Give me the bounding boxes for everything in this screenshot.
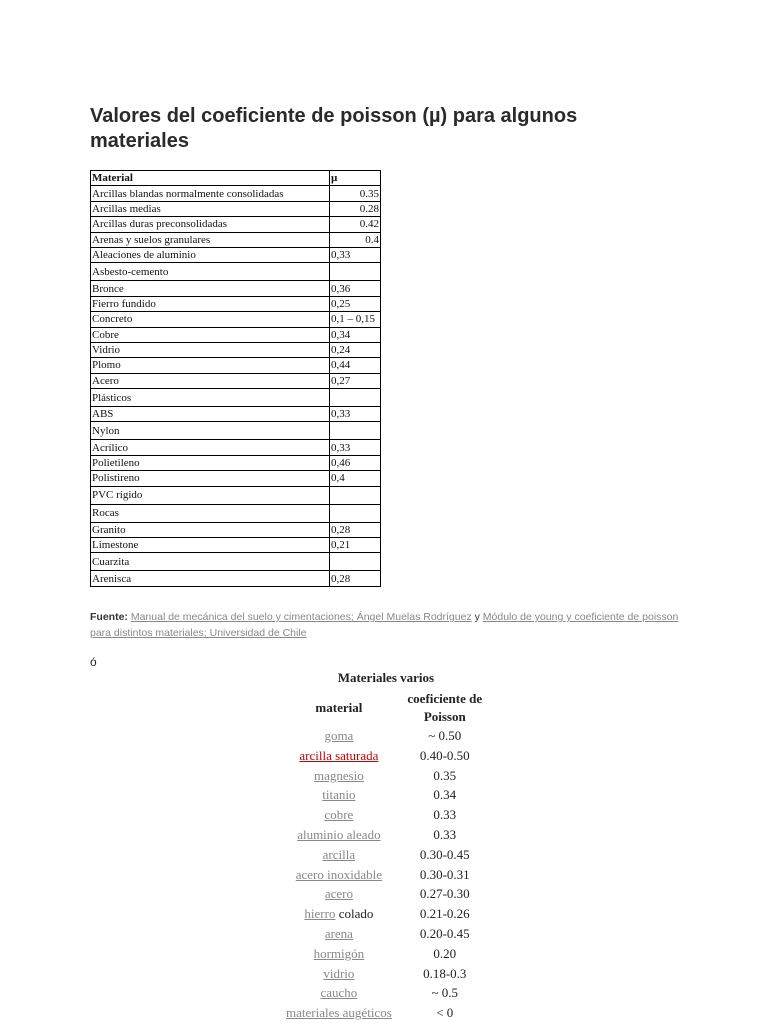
- header-coefficient: coeficiente de Poisson: [407, 691, 483, 724]
- material-cell: Arcillas blandas normalmente consolidadas: [91, 186, 330, 201]
- material-link[interactable]: materiales augéticos: [286, 1005, 392, 1021]
- table-row: [280, 983, 492, 1003]
- table-row: [91, 440, 381, 455]
- material-cell: [280, 884, 398, 904]
- material-cell: Rocas: [91, 504, 330, 522]
- material-cell: [280, 924, 398, 944]
- table-row: [91, 263, 381, 281]
- material-cell: Vidrio: [91, 342, 330, 357]
- material-link[interactable]: goma: [324, 728, 354, 743]
- table-row: [91, 389, 381, 407]
- table-row: [280, 746, 492, 766]
- coefficient-cell: 0.20: [433, 945, 457, 961]
- material-cell: Plomo: [91, 358, 330, 373]
- header-mu: µ: [330, 171, 381, 186]
- table-row: [91, 471, 381, 486]
- material-cell: Granito: [91, 522, 330, 537]
- table-row: [91, 522, 381, 537]
- mu-value-cell: [330, 504, 381, 522]
- mu-value-cell: 0,4: [330, 471, 381, 486]
- coefficient-cell: ~ 0.50: [428, 728, 462, 743]
- header-material: material: [315, 700, 363, 715]
- material-cell: [280, 766, 398, 786]
- mu-value-cell: 0.4: [330, 232, 381, 247]
- coefficient-cell: 0.33: [433, 826, 457, 842]
- source-conjunction: y: [471, 611, 483, 623]
- material-link[interactable]: acero inoxidable: [295, 866, 383, 882]
- material-cell: [280, 1003, 398, 1023]
- table-row: [280, 785, 492, 805]
- poisson-table-materials: [280, 668, 492, 1023]
- table-row: [91, 486, 381, 504]
- material-cell: Arenisca: [91, 571, 330, 586]
- table-row: [91, 217, 381, 232]
- mu-value-cell: 0,21: [330, 538, 381, 553]
- material-cell: [280, 726, 398, 746]
- material-cell: [280, 845, 398, 865]
- coefficient-cell: 0.30-0.31: [419, 866, 470, 882]
- material-cell: Plásticos: [91, 389, 330, 407]
- material-cell: Concreto: [91, 312, 330, 327]
- source-note: [90, 609, 690, 641]
- header-material: Material: [91, 171, 330, 186]
- material-cell: Cuarzita: [91, 553, 330, 571]
- table-row: [91, 296, 381, 311]
- coefficient-cell: 0.40-0.50: [419, 747, 470, 763]
- coefficient-cell: 0.34: [433, 787, 457, 803]
- material-cell: Asbesto-cemento: [91, 263, 330, 281]
- table-row: [280, 1003, 492, 1023]
- material-cell: [280, 904, 398, 924]
- coefficient-cell: 0.18-0.3: [423, 965, 467, 981]
- table-row: [280, 884, 492, 904]
- material-cell: ABS: [91, 407, 330, 422]
- table-row: [280, 944, 492, 964]
- mu-value-cell: [330, 422, 381, 440]
- table-row: [91, 538, 381, 553]
- material-link[interactable]: cobre: [324, 807, 354, 823]
- mu-value-cell: 0,1 – 0,15: [330, 312, 381, 327]
- coefficient-cell: ~ 0.5: [431, 985, 459, 1001]
- material-cell: Arcillas duras preconsolidadas: [91, 217, 330, 232]
- table-row: [280, 964, 492, 984]
- table-row: [91, 327, 381, 342]
- material-cell: [280, 785, 398, 805]
- table-header-row: [91, 171, 381, 186]
- table-row: [91, 407, 381, 422]
- mu-value-cell: 0,33: [330, 247, 381, 262]
- table-row: [91, 342, 381, 357]
- material-cell: [280, 964, 398, 984]
- material-link[interactable]: hormigón: [313, 945, 365, 961]
- mu-value-cell: [330, 553, 381, 571]
- coefficient-cell: 0.27-0.30: [419, 886, 470, 902]
- table-row: [280, 805, 492, 825]
- table-row: [91, 232, 381, 247]
- material-cell: [280, 746, 398, 766]
- material-cell: Acero: [91, 373, 330, 388]
- table-row: [91, 553, 381, 571]
- material-cell: Arcillas medias: [91, 201, 330, 216]
- table-row: [91, 504, 381, 522]
- mu-value-cell: 0,34: [330, 327, 381, 342]
- material-link[interactable]: aluminio aleado: [297, 826, 381, 842]
- table-row: [280, 904, 492, 924]
- table-row: [91, 201, 381, 216]
- material-cell: Polistireno: [91, 471, 330, 486]
- table-row: [91, 281, 381, 296]
- material-cell: Arenas y suelos granulares: [91, 232, 330, 247]
- material-link[interactable]: acero: [324, 886, 353, 902]
- mu-value-cell: [330, 486, 381, 504]
- mu-value-cell: [330, 389, 381, 407]
- material-suffix: colado: [335, 906, 374, 922]
- mu-value-cell: 0,28: [330, 522, 381, 537]
- mu-value-cell: 0,25: [330, 296, 381, 311]
- table-row: [280, 924, 492, 944]
- material-cell: PVC rígido: [91, 486, 330, 504]
- mu-value-cell: 0,33: [330, 440, 381, 455]
- coefficient-cell: 0.20-0.45: [419, 925, 470, 941]
- mu-value-cell: 0,44: [330, 358, 381, 373]
- mu-value-cell: 0,33: [330, 407, 381, 422]
- mu-value-cell: 0.42: [330, 217, 381, 232]
- material-cell: Acrílico: [91, 440, 330, 455]
- material-link[interactable]: arena: [324, 925, 353, 941]
- mu-value-cell: 0,27: [330, 373, 381, 388]
- material-cell: Nylon: [91, 422, 330, 440]
- material-cell: [280, 865, 398, 885]
- material-cell: [280, 944, 398, 964]
- coefficient-cell: 0.21-0.26: [419, 906, 470, 922]
- table-row: [91, 312, 381, 327]
- mu-value-cell: 0,28: [330, 571, 381, 586]
- source-label: Fuente:: [90, 611, 128, 623]
- material-link[interactable]: vidrio: [323, 965, 355, 981]
- table-row: [280, 825, 492, 845]
- coefficient-cell: 0.30-0.45: [419, 846, 470, 862]
- material-cell: Aleaciones de aluminio: [91, 247, 330, 262]
- source-link-manual[interactable]: Manual de mecánica del suelo y cimentaciones; Ángel Muelas Rodríguez: [130, 611, 472, 623]
- mu-value-cell: 0,36: [330, 281, 381, 296]
- mu-value-cell: 0,46: [330, 455, 381, 470]
- page-title: Valores del coeficiente de poisson (µ) para algunos materiales: [90, 105, 578, 152]
- material-cell: Limestone: [91, 538, 330, 553]
- coefficient-cell: 0.35: [433, 767, 457, 783]
- table-row: [280, 726, 492, 746]
- material-cell: Bronce: [91, 281, 330, 296]
- table-row: [91, 358, 381, 373]
- table-header-row: [280, 690, 492, 726]
- source-link-chile[interactable]: Módulo de young y coeficiente de poisson para distintos materiales; Universidad de Chile: [90, 611, 679, 639]
- material-link[interactable]: arcilla saturada: [299, 747, 379, 763]
- mu-value-cell: 0.35: [330, 186, 381, 201]
- table-row: [91, 247, 381, 262]
- table-row: [91, 186, 381, 201]
- poisson-table-soils: [90, 170, 381, 587]
- table-row: [280, 845, 492, 865]
- table-row: [91, 373, 381, 388]
- poisson-table-body: [91, 186, 381, 586]
- mu-value-cell: 0,24: [330, 342, 381, 357]
- material-cell: Polietileno: [91, 455, 330, 470]
- mu-value-cell: [330, 263, 381, 281]
- materials-table-body: [280, 726, 492, 1023]
- material-cell: Fierro fundido: [91, 296, 330, 311]
- material-link[interactable]: titanio: [322, 787, 356, 803]
- material-cell: [280, 825, 398, 845]
- mu-value-cell: 0.28: [330, 201, 381, 216]
- table-row: [280, 766, 492, 786]
- material-link[interactable]: magnesio: [313, 767, 364, 783]
- material-link[interactable]: hierro: [304, 906, 336, 922]
- coefficient-cell: 0.33: [433, 807, 457, 823]
- material-link[interactable]: arcilla: [322, 846, 356, 862]
- material-cell: [280, 805, 398, 825]
- material-link[interactable]: caucho: [320, 985, 358, 1001]
- material-cell: [280, 983, 398, 1003]
- table-row: [91, 422, 381, 440]
- table-row: [91, 455, 381, 470]
- table-caption: Materiales varios: [337, 670, 435, 685]
- material-cell: Cobre: [91, 327, 330, 342]
- table-row: [91, 571, 381, 586]
- or-separator: ó: [90, 655, 97, 669]
- coefficient-cell: < 0: [436, 1005, 454, 1021]
- table-row: [280, 865, 492, 885]
